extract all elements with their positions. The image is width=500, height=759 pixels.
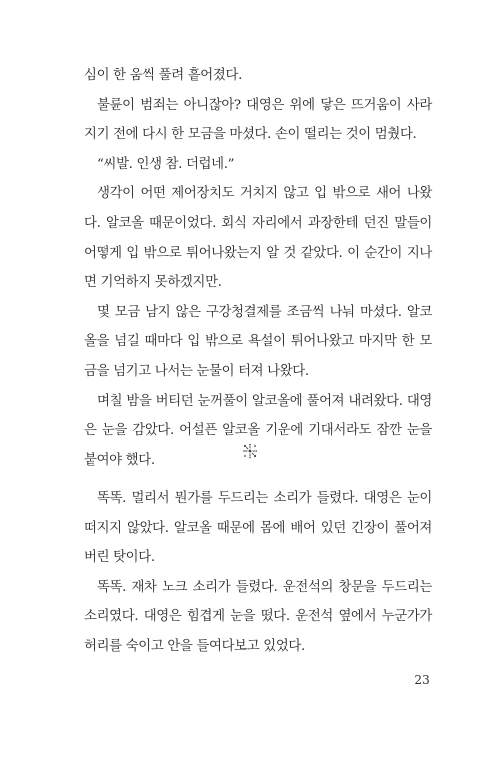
text-block-lower [84, 484, 432, 662]
sparkle-ornament-icon [242, 443, 258, 459]
paragraph: 며칠 밤을 버티던 눈꺼풀이 알코올에 풀어져 내려왔다. 대영은 눈을 감았다. 어설픈 알코올 기운에 기대서라도 잠깐 눈을 붙여야 했다. [84, 393, 432, 468]
paragraph: 몇 모금 남지 않은 구강청결제를 조금씩 나눠 마셨다. 알코올을 넘길 때마다 입 밖으로 욕설이 튀어나왔고 마지막 한 모금을 넘기고 나서는 눈물이 터져 나왔다. [84, 304, 432, 379]
paragraph: 생각이 어떤 제어장치도 거치지 않고 입 밖으로 새어 나왔다. 알코올 때문이었다. 회식 자리에서 과장한테 던진 말들이 어떻게 입 밖으로 튀어나왔는지 알 것 같았다. 이 순간이 지나면 기억하지 못하겠지만. [84, 186, 432, 291]
paragraph: “씨발. 인생 참. 더럽네.” [97, 156, 235, 172]
page-number: 23 [414, 673, 430, 687]
paragraph: 불륜이 범죄는 아니잖아? 대영은 위에 닿은 뜨거움이 사라지기 전에 다시 한 모금을 마셨다. 손이 떨리는 것이 멈췄다. [84, 97, 432, 143]
text-block-upper [84, 61, 432, 475]
paragraph: 똑똑. 재차 노크 소리가 들렸다. 운전석의 창문을 두드리는 소리였다. 대영은 힘겹게 눈을 떴다. 운전석 옆에서 누군가가 허리를 숙이고 안을 들여다보고 있었다. [84, 579, 432, 654]
paragraph: 똑똑. 멀리서 뭔가를 두드리는 소리가 들렸다. 대영은 눈이 떠지지 않았다. 알코올 때문에 몸에 배어 있던 긴장이 풀어져버린 탓이다. [84, 491, 432, 566]
paragraph: 심이 한 움씩 풀려 흩어졌다. [84, 68, 242, 83]
